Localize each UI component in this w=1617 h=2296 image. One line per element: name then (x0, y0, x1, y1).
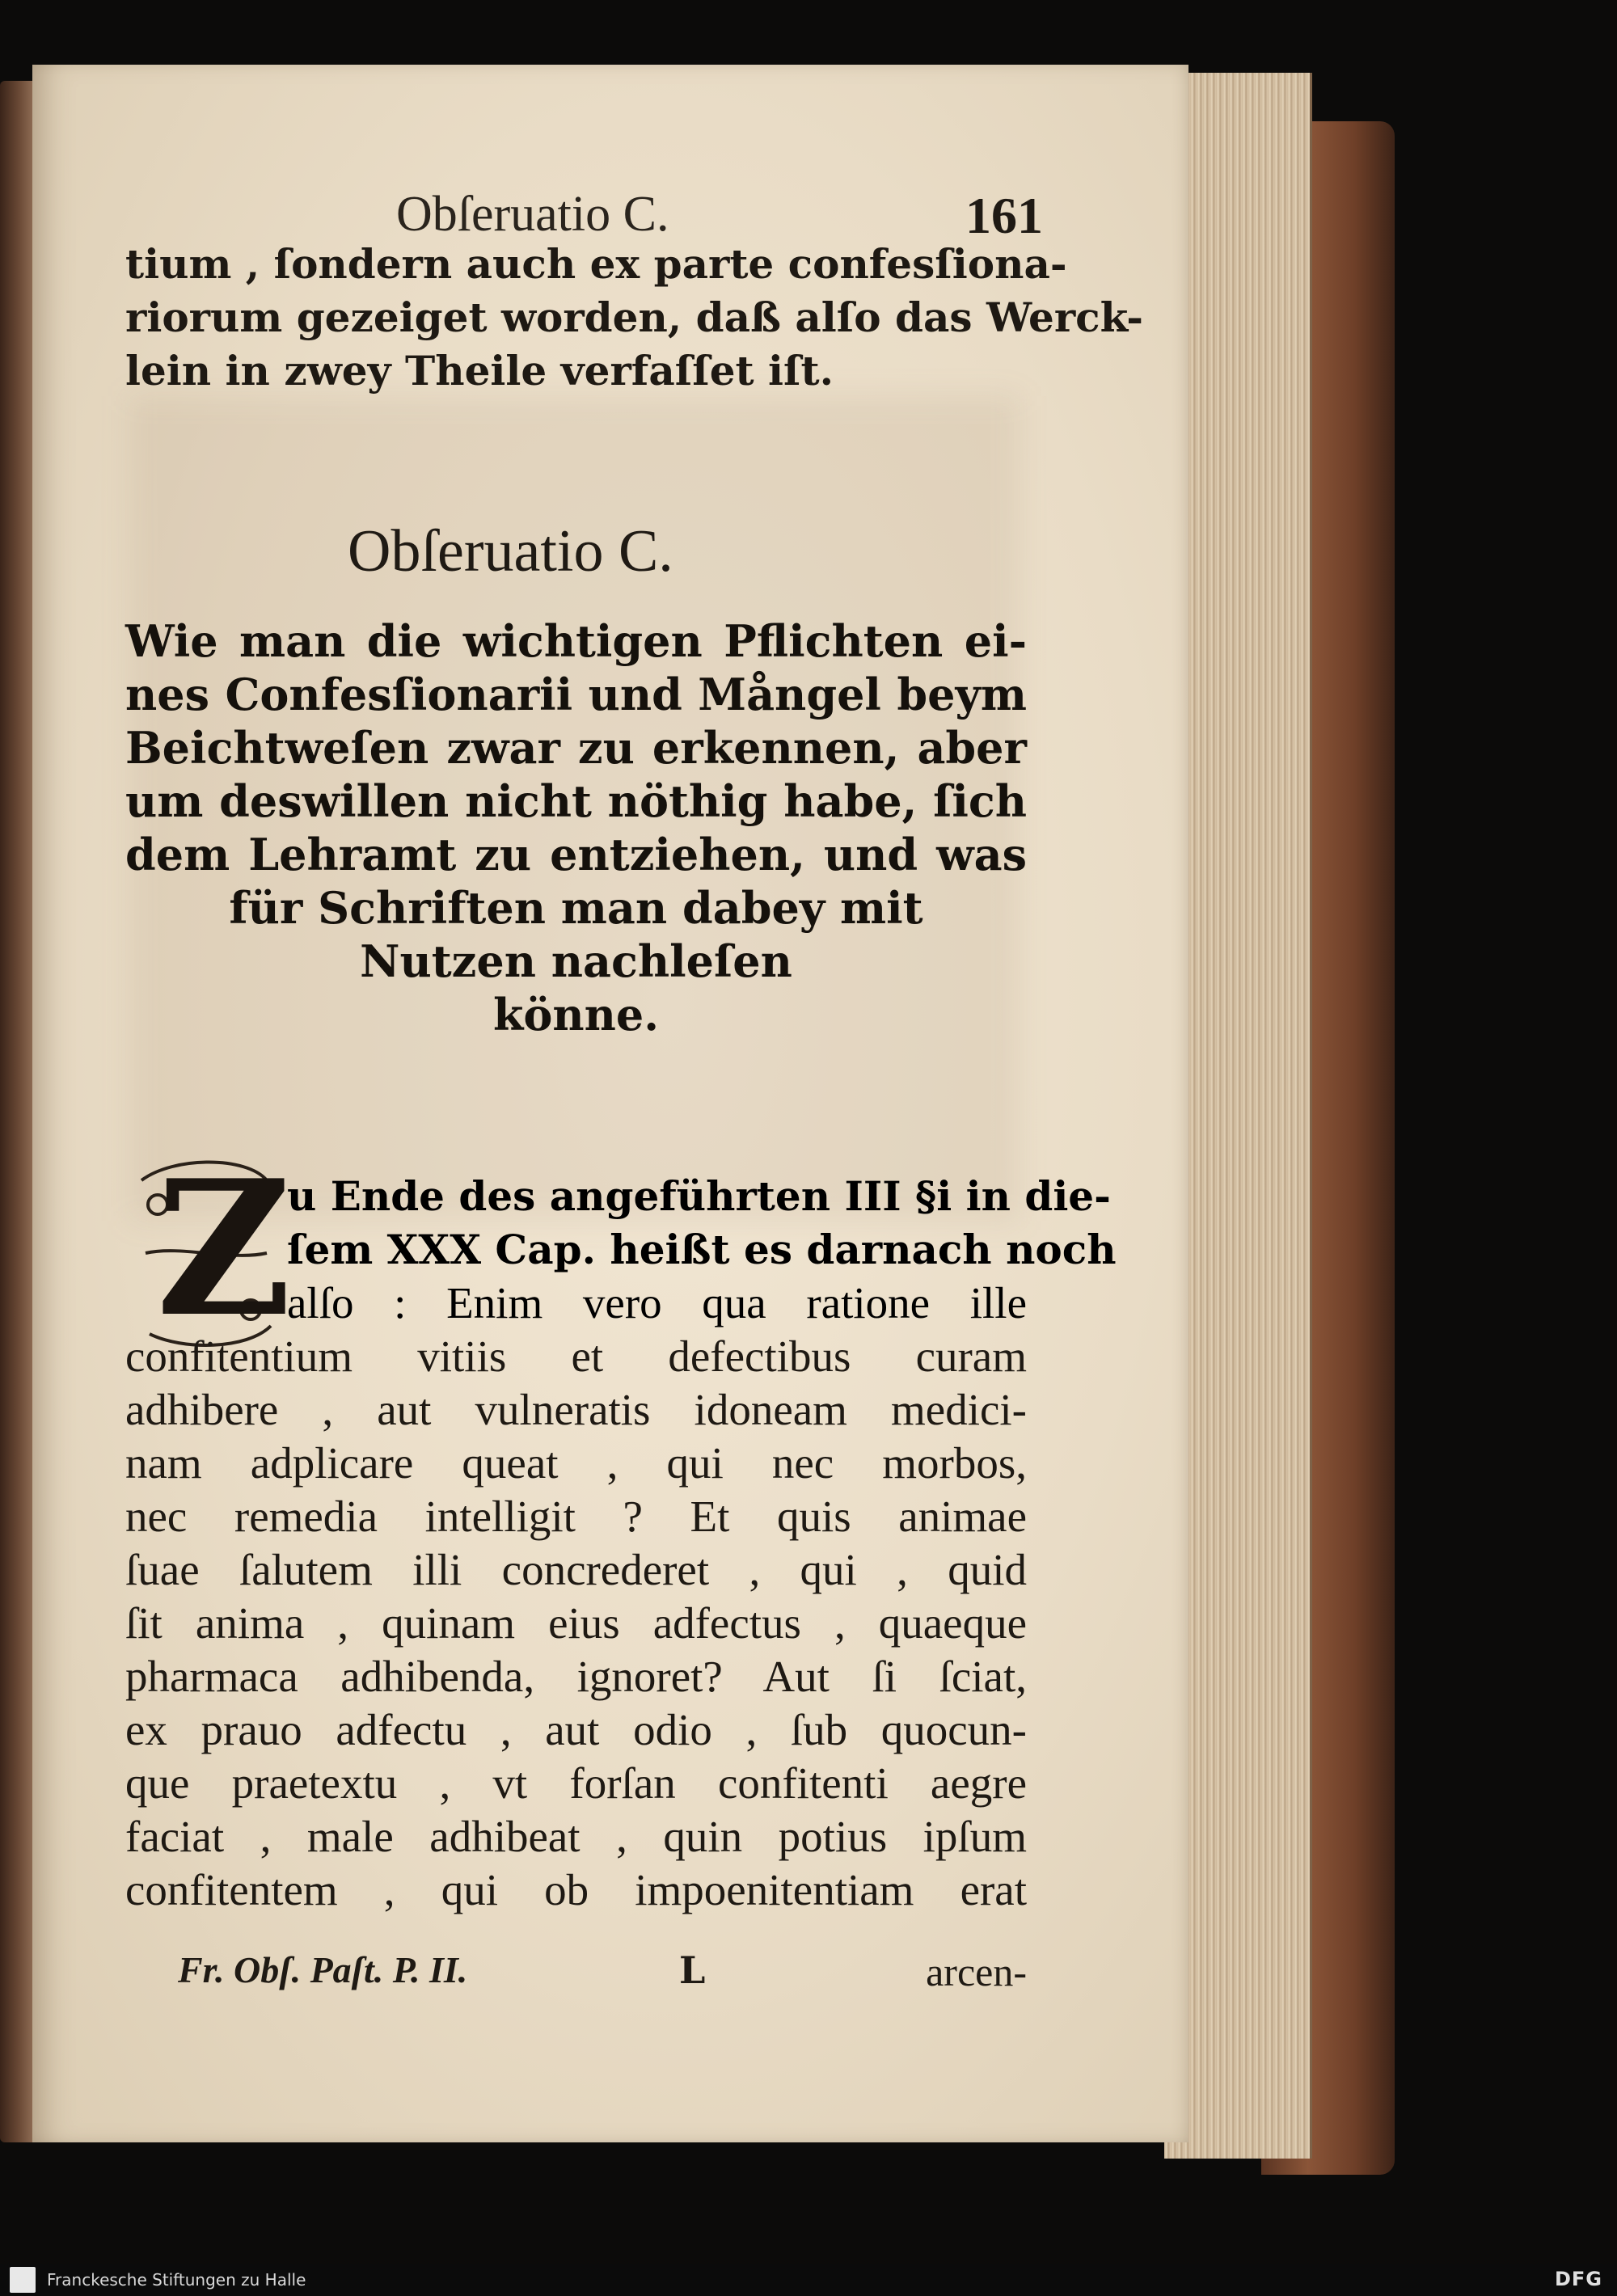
catchword: arcen- (926, 1949, 1027, 1994)
text-line: tium , ſondern auch ex parte confesſiona- (125, 240, 1067, 288)
heading-line: nes Confesſionarii und Mångel beym (125, 669, 1027, 720)
heading-line: dem Lehramt zu entziehen, und was (125, 829, 1027, 880)
text-line: que praetextu , vt forſan confitenti aegre (125, 1758, 1027, 1808)
text-line: ſit anima , quinam eius adfectus , quaeque (125, 1598, 1027, 1648)
dfg-logo: DFG (1554, 2268, 1602, 2290)
text-line: confitentem , qui ob impoenitentiam erat (125, 1865, 1027, 1914)
signature-mark: Fr. Obſ. Paſt. P. II. (178, 1949, 468, 1990)
heading-line: Beichtweſen zwar zu erkennen, aber (125, 722, 1027, 774)
text-line: faciat , male adhibeat , quin potius ipſum (125, 1812, 1027, 1861)
heading-line: für Schriften man dabey mit (229, 882, 923, 934)
heading-line: Wie man die wichtigen Pflichten ei- (125, 615, 1027, 667)
heading-line: Nutzen nachleſen (360, 935, 792, 987)
institution-logo-icon (10, 2267, 36, 2293)
running-head-title: Obſeruatio C. (396, 187, 669, 242)
text-line: confitentium vitiis et defectibus curam (125, 1332, 1027, 1381)
book-page (32, 65, 1188, 2142)
viewer-footer (0, 2264, 1617, 2296)
heading-line: um deswillen nicht nöthig habe, ſich (125, 775, 1027, 827)
drop-cap (125, 1140, 292, 1358)
gathering-letter: L (679, 1948, 706, 1992)
drop-cap-letter: Z (156, 1140, 292, 1358)
text-line: ſuae ſalutem illi concrederet , qui , quid (125, 1545, 1027, 1594)
text-line: ſem XXX Cap. heißt es darnach noch (287, 1226, 1117, 1273)
text-line: nam adplicare queat , qui nec morbos, (125, 1438, 1027, 1488)
text-line: ex prauo adfectu , aut odio , ſub quocun- (125, 1705, 1027, 1754)
text-line: pharmaca adhibenda, ignoret? Aut ſi ſciat, (125, 1652, 1027, 1701)
book (0, 65, 1399, 2175)
heading-line: könne. (492, 989, 660, 1040)
text-line: nec remedia intelligit ? Et quis animae (125, 1492, 1027, 1541)
signature-line (178, 1948, 1027, 2005)
page-number: 161 (965, 187, 1043, 244)
footer-credit[interactable]: Franckesche Stiftungen zu Halle (47, 2270, 306, 2290)
text-line: adhibere , aut vulneratis idoneam medici- (125, 1385, 1027, 1434)
text-line: lein in zwey Theile verfaſſet iſt. (125, 347, 834, 395)
left-cover (0, 81, 32, 2142)
text-line: alſo : Enim vero qua ratione ille (287, 1278, 1027, 1327)
text-line: u Ende des angeführten III §i in die- (287, 1172, 1111, 1220)
text-line: riorum gezeiget worden, daß alſo das Werck- (125, 293, 1143, 341)
section-title: Obſeruatio C. (348, 518, 673, 585)
